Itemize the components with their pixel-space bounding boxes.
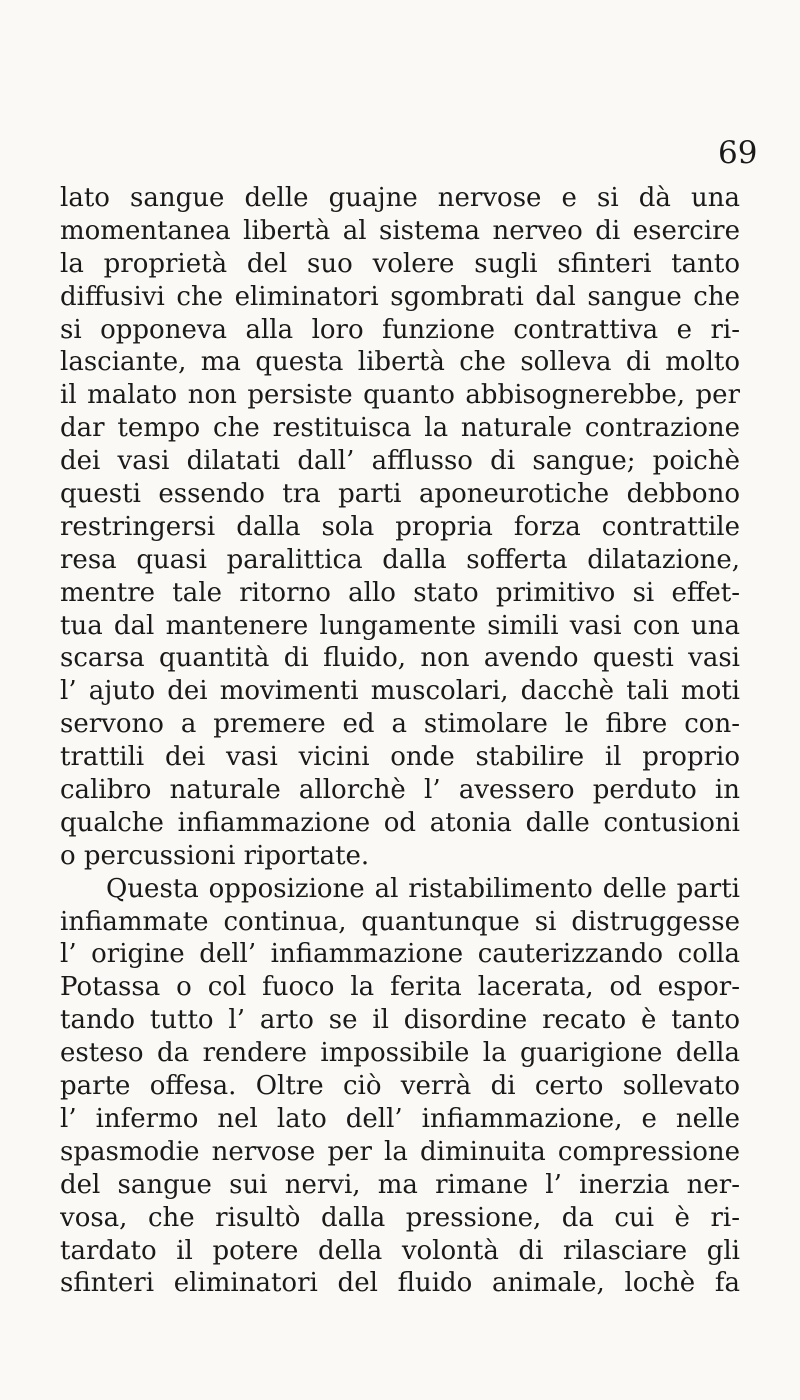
- text-line: esteso da rendere impossibile la guarigione della: [60, 1038, 740, 1069]
- text-line: tua dal mantenere lungamente simili vasi con una: [60, 610, 740, 641]
- body-text: [60, 182, 740, 1300]
- text-line: dei vasi dilatati dall’ afflusso di sangue; poichè: [60, 446, 740, 477]
- text-line: servono a premere ed a stimolare le fibre con-: [60, 709, 740, 740]
- paragraph-end-line: o percussioni riportate.: [60, 840, 370, 871]
- text-line: calibro naturale allorchè l’ avessero perduto in: [60, 775, 740, 806]
- text-line: qualche infiammazione od atonia dalle contusioni: [60, 807, 740, 838]
- text-line: questi essendo tra parti aponeurotiche debbono: [60, 479, 740, 510]
- text-line: trattili dei vasi vicini onde stabilire il proprio: [60, 742, 740, 773]
- text-line: tardato il potere della volontà di rilasciare gli: [60, 1235, 740, 1266]
- text-line: infiammate continua, quantunque si distruggesse: [60, 906, 740, 937]
- text-line: l’ origine dell’ infiammazione cauterizzando colla: [60, 939, 740, 970]
- text-line: l’ ajuto dei movimenti muscolari, dacchè tali moti: [60, 676, 740, 707]
- text-line: resa quasi paralittica dalla sofferta dilatazione,: [60, 544, 740, 575]
- text-line: dar tempo che restituisca la naturale contrazione: [60, 413, 740, 444]
- text-line: spasmodie nervose per la diminuita compressione: [60, 1136, 740, 1167]
- text-line: l’ infermo nel lato dell’ infiammazione, e nelle: [60, 1103, 740, 1134]
- text-line: momentanea libertà al sistema nerveo di esercire: [60, 215, 740, 246]
- text-line: restringersi dalla sola propria forza contrattile: [60, 511, 740, 542]
- text-line: si opponeva alla loro funzione contrattiva e ri-: [60, 314, 740, 345]
- text-line: Potassa o col fuoco la ferita lacerata, od espor-: [60, 972, 740, 1003]
- text-line: la proprietà del suo volere sugli sfinteri tanto: [60, 248, 740, 279]
- text-line: scarsa quantità di fluido, non avendo questi vasi: [60, 643, 740, 674]
- text-line: parte offesa. Oltre ciò verrà di certo sollevato: [60, 1071, 740, 1102]
- page-number: 69: [718, 135, 758, 171]
- text-line: del sangue sui nervi, ma rimane l’ inerzia ner-: [60, 1169, 740, 1200]
- text-line: lasciante, ma questa libertà che solleva di molto: [60, 347, 740, 378]
- text-line: il malato non persiste quanto abbisognerebbe, per: [60, 380, 740, 411]
- text-line: diffusivi che eliminatori sgombrati dal sangue che: [60, 281, 740, 312]
- text-line: lato sangue delle guajne nervose e si dà una: [60, 183, 740, 213]
- text-line: sfinteri eliminatori del fluido animale, lochè fa: [60, 1268, 740, 1299]
- paragraph-start-line: Questa opposizione al ristabilimento delle parti: [106, 873, 740, 904]
- text-line: vosa, che risultò dalla pressione, da cui è ri-: [60, 1202, 740, 1233]
- text-line: tando tutto l’ arto se il disordine recato è tanto: [60, 1005, 740, 1036]
- text-line: mentre tale ritorno allo stato primitivo si effet-: [60, 577, 740, 608]
